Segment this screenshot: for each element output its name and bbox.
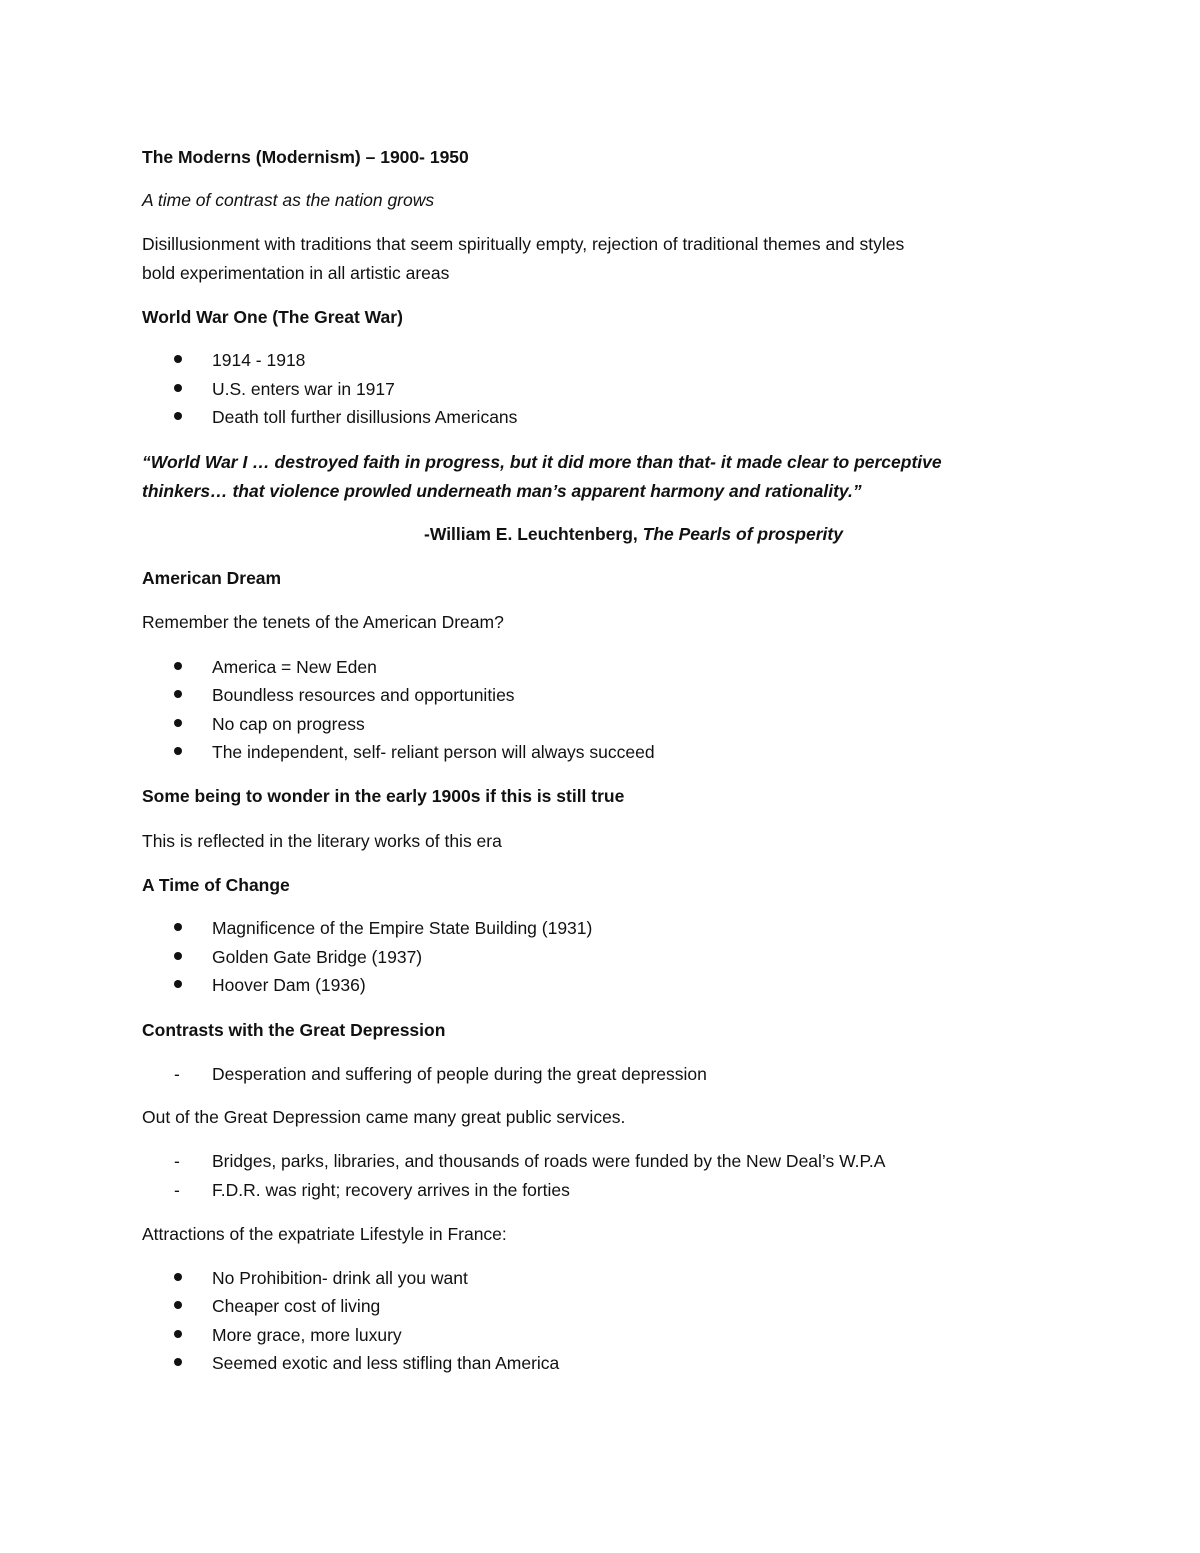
bullet-icon (174, 980, 182, 988)
ww1-heading: World War One (The Great War) (142, 307, 403, 327)
quote-line-1: “World War I … destroyed faith in progress, but it did more than that- it made clear to perceptive (142, 452, 942, 472)
dream-list-item: Boundless resources and opportunities (212, 685, 515, 705)
dream-heading: American Dream (142, 568, 282, 588)
wonder-heading: Some being to wonder in the early 1900s if this is still true (142, 786, 625, 806)
document-subtitle: A time of contrast as the nation grows (142, 190, 435, 210)
bullet-icon (174, 1330, 182, 1338)
bullet-icon (174, 923, 182, 931)
dash-marker: - (174, 1151, 180, 1171)
expat-list-item: No Prohibition- drink all you want (212, 1268, 468, 1288)
depression-dash-item: Bridges, parks, libraries, and thousands of roads were funded by the New Deal’s W.P.A (212, 1151, 886, 1171)
depression-text: Out of the Great Depression came many great public services. (142, 1107, 626, 1127)
expat-list-item: More grace, more luxury (212, 1325, 402, 1345)
bullet-icon (174, 1273, 182, 1281)
bullet-icon (174, 384, 182, 392)
depression-heading: Contrasts with the Great Depression (142, 1020, 446, 1040)
change-list-item: Hoover Dam (1936) (212, 975, 366, 995)
intro-text-line-2: bold experimentation in all artistic areas (142, 263, 450, 283)
dream-list-item: The independent, self- reliant person will always succeed (212, 742, 655, 762)
dash-marker: - (174, 1064, 180, 1084)
expat-heading: Attractions of the expatriate Lifestyle in France: (142, 1224, 507, 1244)
expat-list-item: Cheaper cost of living (212, 1296, 381, 1316)
document-title: The Moderns (Modernism) – 1900- 1950 (142, 147, 469, 167)
bullet-icon (174, 355, 182, 363)
quote-line-2: thinkers… that violence prowled underneath man’s apparent harmony and rationality.” (142, 481, 862, 501)
dream-list-item: America = New Eden (212, 657, 377, 677)
ww1-list-item: Death toll further disillusions Americans (212, 407, 518, 427)
intro-text-line-1: Disillusionment with traditions that seem spiritually empty, rejection of traditional themes and styles (142, 234, 905, 254)
bullet-icon (174, 412, 182, 420)
dream-text: Remember the tenets of the American Dream? (142, 612, 504, 632)
dream-list-item: No cap on progress (212, 714, 365, 734)
change-list-item: Golden Gate Bridge (1937) (212, 947, 423, 967)
dash-marker: - (174, 1180, 180, 1200)
bullet-icon (174, 719, 182, 727)
depression-dash-item: F.D.R. was right; recovery arrives in the forties (212, 1180, 570, 1200)
quote-attribution (424, 523, 843, 545)
bullet-icon (174, 690, 182, 698)
attribution-author: -William E. Leuchtenberg, (424, 524, 643, 544)
expat-list-item: Seemed exotic and less stifling than America (212, 1353, 560, 1373)
ww1-list-item: U.S. enters war in 1917 (212, 379, 395, 399)
change-list-item: Magnificence of the Empire State Building (1931) (212, 918, 593, 938)
depression-dash-item: Desperation and suffering of people during the great depression (212, 1064, 707, 1084)
bullet-icon (174, 952, 182, 960)
bullet-icon (174, 1301, 182, 1309)
change-heading: A Time of Change (142, 875, 290, 895)
reflected-text: This is reflected in the literary works of this era (142, 831, 502, 851)
attribution-title: The Pearls of prosperity (642, 524, 843, 544)
bullet-icon (174, 1358, 182, 1366)
bullet-icon (174, 662, 182, 670)
bullet-icon (174, 747, 182, 755)
ww1-list-item: 1914 - 1918 (212, 350, 306, 370)
